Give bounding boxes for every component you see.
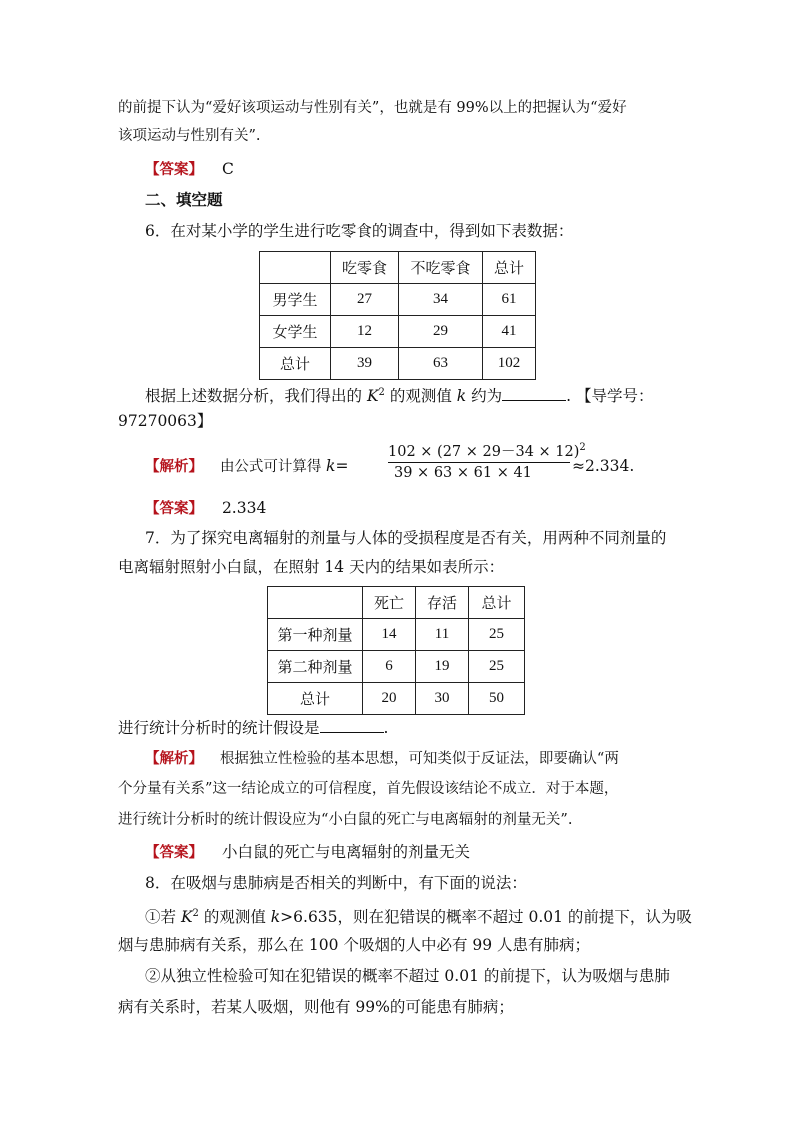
analysis-text: 根据独立性检验的基本思想，可知类似于反证法，即要确认“两 — [219, 751, 619, 767]
table-row — [268, 651, 525, 683]
answer-tag: 【答案】 — [145, 501, 203, 517]
q6-question — [145, 382, 653, 407]
formula-denominator: 39 × 63 × 61 × 41 — [394, 465, 532, 481]
analysis-tag: 【解析】 — [145, 751, 203, 767]
q7-question — [118, 716, 388, 739]
superscript: 2 — [192, 908, 199, 919]
table-cell: 27 — [331, 284, 399, 316]
q7-answer — [145, 841, 470, 864]
table-cell — [268, 587, 363, 619]
answer-tag: 【答案】 — [145, 845, 203, 861]
table-cell: 30 — [416, 683, 469, 715]
q8-item-1-line-2: 烟与患肺病有关系，那么在 100 个吸烟的人中必有 99 人患有肺病； — [118, 936, 591, 954]
table-cell: 19 — [416, 651, 469, 683]
variable-k: k — [270, 908, 281, 927]
item-text: ①若 — [145, 908, 181, 927]
table-row — [260, 348, 536, 380]
q8-item-1-line-1 — [145, 903, 692, 928]
question-text: 约为 — [466, 387, 503, 406]
formula-result: ≈2.334. — [572, 457, 635, 475]
table-cell: 102 — [483, 348, 536, 380]
table-cell: 第一种剂量 — [268, 619, 363, 651]
table-cell: 12 — [331, 316, 399, 348]
solution-continuation-line-1: 的前提下认为“爱好该项运动与性别有关”，也就是有 99%以上的把握认为“爱好 — [118, 100, 627, 116]
q7-analysis-line-3: 进行统计分析时的统计假设应为“小白鼠的死亡与电离辐射的剂量无关”. — [118, 812, 573, 828]
fraction-bar — [388, 462, 570, 463]
answer-blank — [502, 384, 566, 401]
answer-value: C — [221, 160, 234, 178]
variable-k: k — [456, 387, 467, 406]
q8-item-2-line-1: ②从独立性检验可知在犯错误的概率不超过 0.01 的前提下，认为吸烟与患肺 — [145, 967, 670, 985]
table-cell: 6 — [363, 651, 416, 683]
table-cell: 63 — [399, 348, 483, 380]
analysis-tag: 【解析】 — [145, 459, 203, 475]
table-row — [260, 316, 536, 348]
table-cell: 第二种剂量 — [268, 651, 363, 683]
answer-value: 2.334 — [221, 499, 267, 517]
question-text: . — [383, 719, 389, 737]
question-text: 进行统计分析时的统计假设是 — [118, 719, 320, 737]
formula-fraction — [388, 440, 586, 486]
table-cell: 41 — [483, 316, 536, 348]
equals-sign: = — [335, 457, 349, 475]
table-header-row — [260, 252, 536, 284]
table-cell: 总计 — [469, 587, 525, 619]
table-cell: 吃零食 — [331, 252, 399, 284]
variable-k: k — [326, 457, 336, 475]
section-heading: 二、填空题 — [145, 191, 223, 209]
table-cell: 男学生 — [260, 284, 331, 316]
table-cell: 25 — [469, 651, 525, 683]
q7-analysis-line-2: 个分量有关系”这一结论成立的可信程度，首先假设该结论不成立．对于本题， — [118, 781, 619, 797]
answer-tag: 【答案】 — [145, 162, 203, 178]
q6-stem: 6．在对某小学的学生进行吃零食的调查中，得到如下表数据： — [145, 222, 574, 240]
solution-continuation-line-2: 该项运动与性别有关”. — [118, 128, 261, 144]
item-text: >6.635，则在犯错误的概率不超过 0.01 的前提下，认为吸 — [280, 908, 692, 927]
q6-table — [259, 251, 536, 380]
analysis-text: 由公式可计算得 — [219, 459, 327, 475]
variable-K: K — [366, 387, 379, 406]
table-cell: 20 — [363, 683, 416, 715]
table-cell: 总计 — [268, 683, 363, 715]
table-cell: 61 — [483, 284, 536, 316]
answer-value: 小白鼠的死亡与电离辐射的剂量无关 — [221, 843, 470, 861]
answer-blank — [320, 716, 384, 733]
table-cell: 25 — [469, 619, 525, 651]
table-cell: 总计 — [483, 252, 536, 284]
table-row — [260, 284, 536, 316]
q6-reference-id: 97270063】 — [118, 412, 213, 430]
q8-stem: 8．在吸烟与患肺病是否相关的判断中，有下面的说法： — [145, 874, 527, 892]
table-cell: 死亡 — [363, 587, 416, 619]
table-cell: 14 — [363, 619, 416, 651]
table-row — [268, 619, 525, 651]
table-cell: 女学生 — [260, 316, 331, 348]
q6-answer — [145, 497, 266, 520]
question-text: 的观测值 — [384, 387, 457, 406]
table-cell: 总计 — [260, 348, 331, 380]
q7-stem-line-2: 电离辐射照射小白鼠，在照射 14 天内的结果如表所示： — [118, 558, 505, 576]
table-cell: 不吃零食 — [399, 252, 483, 284]
table-cell: 存活 — [416, 587, 469, 619]
q7-analysis-line-1 — [145, 747, 619, 770]
q7-stem-line-1: 7．为了探究电离辐射的剂量与人体的受损程度是否有关，用两种不同剂量的 — [145, 529, 667, 547]
question-text: . 【导学号： — [566, 387, 654, 406]
table-cell: 11 — [416, 619, 469, 651]
table-cell: 34 — [399, 284, 483, 316]
variable-K: K — [180, 908, 193, 927]
table-cell: 29 — [399, 316, 483, 348]
formula-numerator: $102 \times (27 \times 29-34 \times 12)^2$ — [388, 442, 586, 460]
q7-table — [267, 586, 525, 715]
superscript: 2 — [378, 387, 385, 398]
question-text: 根据上述数据分析，我们得出的 — [145, 387, 367, 406]
q6-analysis — [145, 455, 348, 478]
table-cell: 50 — [469, 683, 525, 715]
q5-answer — [145, 158, 234, 181]
table-header-row — [268, 587, 525, 619]
q8-item-2-line-2: 病有关系时，若某人吸烟，则他有 99%的可能患有肺病； — [118, 998, 514, 1016]
table-cell: 39 — [331, 348, 399, 380]
item-text: 的观测值 — [198, 908, 271, 927]
table-row — [268, 683, 525, 715]
table-cell — [260, 252, 331, 284]
